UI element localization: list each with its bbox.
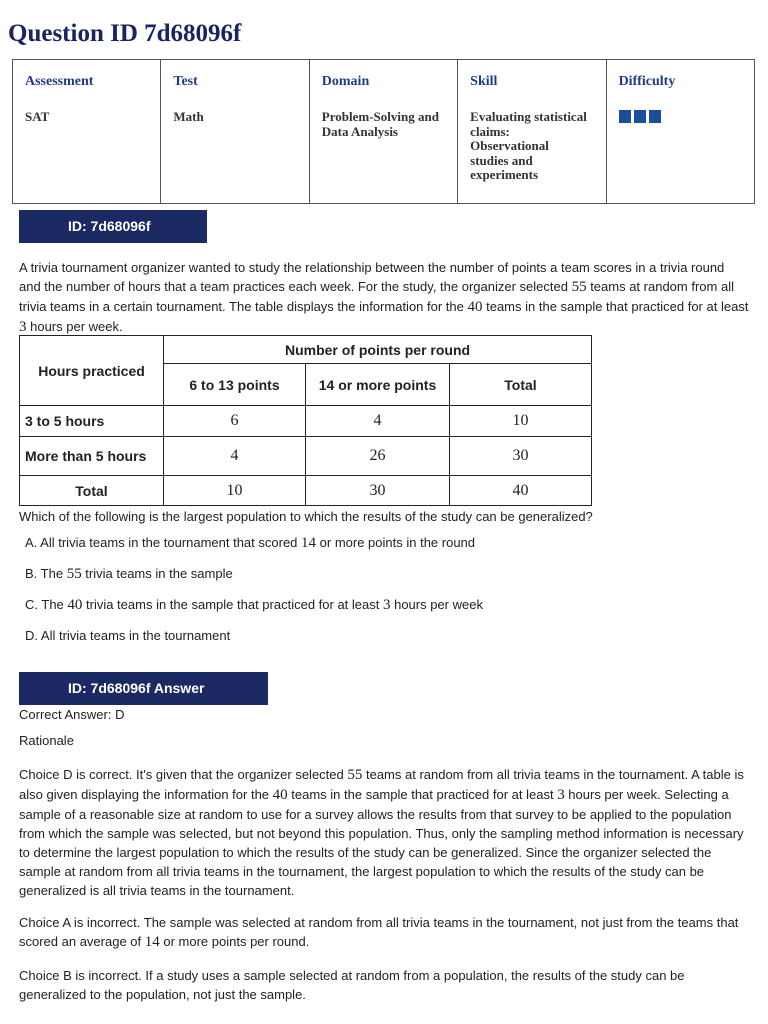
test-value: Math (173, 109, 204, 124)
table-cell: 30 (450, 437, 592, 476)
choice-text: C. The (25, 597, 68, 612)
number: 3 (557, 787, 565, 803)
rationale-label: Rationale (19, 733, 74, 748)
rationale-choice-d (19, 765, 749, 900)
choice-text: trivia teams in the sample that practiced for at least (82, 597, 383, 612)
skill-header: Skill (470, 74, 498, 89)
points-per-round-header: Number of points per round (164, 336, 592, 364)
choice-text: B. The (25, 566, 67, 581)
question-id-title: Question ID 7d68096f (8, 20, 242, 47)
choice-b (25, 564, 483, 595)
domain-cell (309, 60, 457, 204)
number: 14 (301, 535, 317, 551)
rationale-text: teams in the sample that practiced for at least (287, 787, 558, 802)
number: 40 (272, 787, 288, 803)
column-header: 6 to 13 points (164, 364, 306, 406)
row-label: 3 to 5 hours (20, 406, 164, 437)
difficulty-header: Difficulty (618, 74, 676, 89)
assessment-header: Assessment (25, 74, 94, 89)
answer-choices (25, 533, 483, 657)
table-cell: 6 (164, 406, 306, 437)
points-hours-table (19, 335, 592, 506)
assessment-value: SAT (25, 109, 50, 124)
difficulty-square (649, 110, 661, 123)
number: 14 (144, 934, 160, 950)
difficulty-square (619, 110, 631, 123)
answer-id-banner: ID: 7d68096f Answer (19, 672, 268, 705)
skill-value-line: Evaluating statistical (470, 109, 587, 124)
assessment-cell (13, 60, 161, 204)
skill-value-line: studies and (470, 152, 533, 168)
number: 40 (67, 597, 83, 613)
skill-value-line: experiments (470, 167, 539, 182)
choice-text: A. All trivia teams in the tournament that scored (25, 535, 302, 550)
rationale-text: hours per week. Selecting a sample of a reasonable size at random to use for a survey allows the results from that survey to be applied to the population from which the sample was selected, but not beyond this population. Thus, only the sampling method information is necessary to determine the largest population to which the results of the study can be generalized. Since the organizer selected the sample at random from all trivia teams in the tournament, the largest population to which the results of the study can be generalized is all trivia teams in the tournament. (19, 787, 744, 898)
question-text-part: hours per week. (26, 319, 123, 334)
question-text (19, 258, 749, 337)
domain-header: Domain (321, 74, 370, 89)
number: 55 (571, 279, 587, 295)
rationale-text: or more points per round. (159, 934, 310, 949)
table-cell: 4 (306, 406, 450, 437)
choice-a (25, 533, 483, 564)
row-label: More than 5 hours (20, 437, 164, 476)
column-header: 14 or more points (306, 364, 450, 406)
skill-value-line: claims: (470, 123, 510, 139)
choice-text: trivia teams in the sample (81, 566, 233, 581)
row-label: Total (20, 476, 164, 506)
table-cell: 4 (164, 437, 306, 476)
table-cell: 26 (306, 437, 450, 476)
difficulty-indicator (619, 110, 742, 123)
rationale-text: teams at random from all trivia teams in the tournament. A table is also given displaying the information for the (19, 767, 744, 802)
rationale-choice-a (19, 913, 749, 952)
correct-answer: Correct Answer: D (19, 707, 125, 722)
rationale-text: Choice A is incorrect. The sample was selected at random from all trivia teams in the tournament, not just from the teams that scored an average of (19, 915, 739, 949)
skill-cell (458, 60, 606, 204)
rationale-text: Choice D is correct. It's given that the organizer selected (19, 767, 348, 782)
test-cell (161, 60, 309, 204)
number: 3 (19, 319, 27, 335)
domain-value-line: Problem-Solving and (321, 109, 439, 124)
choice-text: hours per week (390, 597, 483, 612)
hours-practiced-header: Hours practiced (20, 336, 164, 406)
question-text-part: A trivia tournament organizer wanted to study the relationship between the number of points a team scores in a trivia round and the number of hours that a team practices each week. For the study, the organizer selected (19, 260, 725, 294)
table-cell: 10 (164, 476, 306, 506)
skill-value-line: Observational (470, 138, 549, 153)
question-text-part: teams at random from all trivia teams in a certain tournament. The table displays the information for the (19, 279, 734, 314)
test-header: Test (173, 74, 198, 89)
number: 40 (467, 299, 483, 315)
rationale-choice-b: Choice B is incorrect. If a study uses a sample selected at random from a population, the results of the study can be generalized to the population, not just the sample. (19, 968, 685, 1002)
table-cell: 30 (306, 476, 450, 506)
choice-c (25, 595, 483, 626)
number: 3 (382, 597, 391, 613)
difficulty-square (634, 110, 646, 123)
choice-text: or more points in the round (316, 535, 476, 550)
number: 55 (66, 566, 82, 582)
column-header: Total (450, 364, 592, 406)
question-id-banner: ID: 7d68096f (19, 210, 207, 243)
table-cell: 10 (450, 406, 592, 437)
question-text-part: teams in the sample that practiced for at least (482, 299, 749, 314)
number: 55 (347, 767, 363, 783)
question-prompt: Which of the following is the largest population to which the results of the study can be generalized? (19, 509, 593, 524)
table-cell: 40 (450, 476, 592, 506)
domain-value-line: Data Analysis (321, 123, 398, 139)
question-metadata-table (12, 59, 755, 204)
choice-d: D. All trivia teams in the tournament (25, 628, 231, 643)
difficulty-cell (606, 60, 754, 204)
